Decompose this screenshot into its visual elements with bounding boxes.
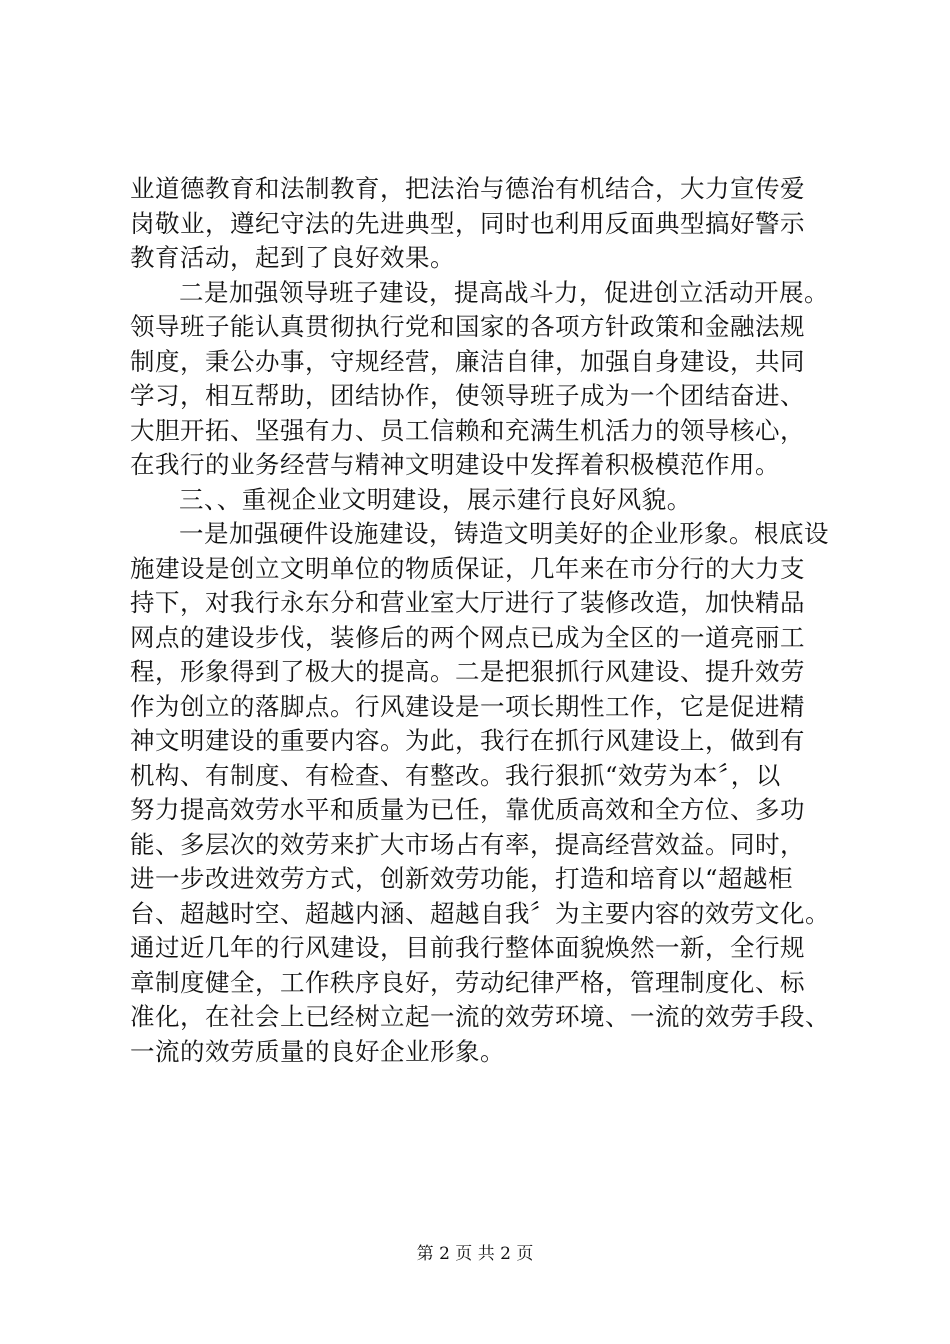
text-line: 程，形象得到了极大的提高。二是把狠抓行风建设、提升效劳 (130, 657, 805, 686)
text-line: 施建设是创立文明单位的物质保证，几年来在市分行的大力支 (130, 553, 805, 583)
text-line: 持下，对我行永东分和营业室大厅进行了装修改造，加快精品 (130, 588, 805, 617)
text-line: 努力提高效劳水平和质量为已任，靠优质高效和全方位、多功 (130, 795, 805, 824)
text-line: 三、、重视企业文明建设，展示建行良好风貌。 (179, 484, 692, 514)
document-body (130, 172, 850, 1069)
text-line: 进一步改进效劳方式，创新效劳功能，打造和培育以“超越柜 (130, 864, 794, 893)
text-line: 一流的效劳质量的良好企业形象。 (130, 1036, 505, 1066)
text-line: 一是加强硬件设施建设，铸造文明美好的企业形象。根底设 (179, 519, 829, 548)
text-line: 作为创立的落脚点。行风建设是一项长期性工作，它是促进精 (130, 691, 805, 721)
text-line: 二是加强领导班子建设，提高战斗力，促进创立活动开展。 (179, 277, 829, 307)
text-line: 章制度健全，工作秩序良好，劳动纪律严格，管理制度化、标 (130, 967, 805, 997)
text-line: 制度，秉公办事，守规经营，廉洁自律，加强自身建设，共同 (130, 346, 805, 376)
text-line: 教育活动，起到了良好效果。 (130, 243, 455, 272)
text-line: 台、超越时空、超越内涵、超越自我〞为主要内容的效劳文化。 (130, 898, 830, 928)
paragraph-p3 (130, 483, 850, 518)
text-line: 在我行的业务经营与精神文明建设中发挥着积极模范作用。 (130, 450, 780, 479)
paragraph-p4 (130, 517, 850, 1069)
text-line: 能、多层次的效劳来扩大市场占有率，提高经营效益。同时， (130, 829, 805, 859)
text-line: 神文明建设的重要内容。为此，我行在抓行风建设上，做到有 (130, 726, 805, 755)
text-line: 通过近几年的行风建设，目前我行整体面貌焕然一新，全行规 (130, 933, 805, 962)
text-line: 业道德教育和法制教育，把法治与德治有机结合，大力宣传爱 (130, 174, 805, 203)
text-line: 大胆开拓、坚强有力、员工信赖和充满生机活力的领导核心， (130, 415, 805, 445)
text-line: 领导班子能认真贯彻执行党和国家的各项方针政策和金融法规 (130, 312, 805, 341)
text-line: 准化，在社会上已经树立起一流的效劳环境、一流的效劳手段、 (130, 1002, 830, 1031)
page-footer: 第 2 页 共 2 页 (416, 1244, 534, 1264)
text-line: 网点的建设步伐，装修后的两个网点已成为全区的一道亮丽工 (130, 622, 805, 652)
paragraph-p2 (130, 276, 850, 483)
text-line: 机构、有制度、有检查、有整改。我行狠抓“效劳为本〞，以 (130, 760, 781, 790)
text-line: 学习，相互帮助，团结协作，使领导班子成为一个团结奋进、 (130, 381, 805, 410)
text-line: 岗敬业，遵纪守法的先进典型，同时也利用反面典型搞好警示 (130, 208, 805, 238)
paragraph-p1 (130, 172, 850, 276)
